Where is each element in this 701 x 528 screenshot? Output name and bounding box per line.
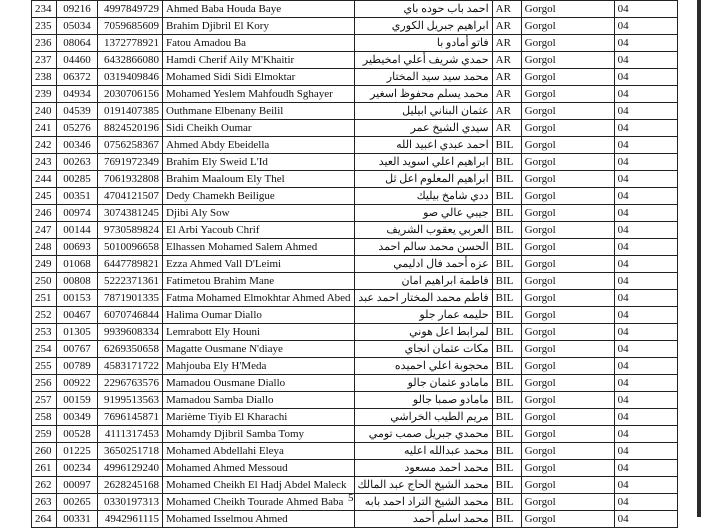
national-id-cell: 9730589824 (98, 222, 163, 239)
row-number-cell: 243 (32, 154, 57, 171)
national-id-cell: 6432866080 (98, 52, 163, 69)
name-latin-cell: Mohamed Isselmou Ahmed (163, 511, 355, 528)
row-number-cell: 236 (32, 35, 57, 52)
table-row (32, 120, 678, 137)
region-code-cell: 04 (614, 409, 677, 426)
region-code-cell: 04 (614, 154, 677, 171)
name-latin-cell: Fatimetou Brahim Mane (163, 273, 355, 290)
region-cell: Gorgol (521, 341, 614, 358)
language-track-cell: BIL (492, 511, 521, 528)
region-code-cell: 04 (614, 120, 677, 137)
name-arabic-cell: عزه أحمد فال ادليمي (354, 256, 492, 273)
region-cell: Gorgol (521, 392, 614, 409)
row-number-cell: 263 (32, 494, 57, 511)
table-row (32, 426, 678, 443)
row-number-cell: 235 (32, 18, 57, 35)
region-cell: Gorgol (521, 358, 614, 375)
region-cell: Gorgol (521, 205, 614, 222)
name-latin-cell: Elhassen Mohamed Salem Ahmed (163, 239, 355, 256)
national-id-cell: 7696145871 (98, 409, 163, 426)
row-number-cell: 238 (32, 69, 57, 86)
national-id-cell: 9199513563 (98, 392, 163, 409)
region-code-cell: 04 (614, 69, 677, 86)
region-code-cell: 04 (614, 103, 677, 120)
row-number-cell: 246 (32, 205, 57, 222)
language-track-cell: AR (492, 69, 521, 86)
national-id-cell: 0330197313 (98, 494, 163, 511)
row-number-cell: 234 (32, 1, 57, 18)
candidate-code-cell: 00808 (57, 273, 98, 290)
region-code-cell: 04 (614, 392, 677, 409)
region-code-cell: 04 (614, 137, 677, 154)
name-latin-cell: Mohamed Cheikh Tourade Ahmed Baba (163, 494, 355, 511)
national-id-cell: 0319409846 (98, 69, 163, 86)
national-id-cell: 9939608334 (98, 324, 163, 341)
region-code-cell: 04 (614, 324, 677, 341)
candidate-code-cell: 00153 (57, 290, 98, 307)
language-track-cell: BIL (492, 358, 521, 375)
table-row (32, 188, 678, 205)
candidate-code-cell: 00331 (57, 511, 98, 528)
name-arabic-cell: محمد سيد سيد المختار (354, 69, 492, 86)
region-code-cell: 04 (614, 205, 677, 222)
region-cell: Gorgol (521, 171, 614, 188)
candidate-code-cell: 00349 (57, 409, 98, 426)
name-arabic-cell: لمرابط اعل هوني (354, 324, 492, 341)
national-id-cell: 5010096658 (98, 239, 163, 256)
name-arabic-cell: ابراهيم المعلوم اعل ثل (354, 171, 492, 188)
row-number-cell: 261 (32, 460, 57, 477)
name-arabic-cell: جيبي عالي صو (354, 205, 492, 222)
region-cell: Gorgol (521, 460, 614, 477)
national-id-cell: 7059685609 (98, 18, 163, 35)
name-latin-cell: Mohamed Sidi Sidi Elmoktar (163, 69, 355, 86)
language-track-cell: BIL (492, 341, 521, 358)
name-latin-cell: Mohamed Abdellahi Eleya (163, 443, 355, 460)
row-number-cell: 241 (32, 120, 57, 137)
language-track-cell: AR (492, 35, 521, 52)
page-number: 5 (348, 492, 354, 504)
name-latin-cell: Marième Tiyib El Kharachi (163, 409, 355, 426)
row-number-cell: 249 (32, 256, 57, 273)
region-code-cell: 04 (614, 35, 677, 52)
national-id-cell: 7871901335 (98, 290, 163, 307)
name-arabic-cell: سيدي الشيخ عمر (354, 120, 492, 137)
row-number-cell: 255 (32, 358, 57, 375)
region-cell: Gorgol (521, 103, 614, 120)
table-row (32, 392, 678, 409)
candidate-code-cell: 01225 (57, 443, 98, 460)
candidate-code-cell: 00467 (57, 307, 98, 324)
table-row (32, 69, 678, 86)
region-cell: Gorgol (521, 154, 614, 171)
row-number-cell: 240 (32, 103, 57, 120)
language-track-cell: AR (492, 120, 521, 137)
region-code-cell: 04 (614, 443, 677, 460)
region-code-cell: 04 (614, 477, 677, 494)
region-code-cell: 04 (614, 222, 677, 239)
table-row (32, 324, 678, 341)
language-track-cell: BIL (492, 426, 521, 443)
national-id-cell: 1372778921 (98, 35, 163, 52)
row-number-cell: 244 (32, 171, 57, 188)
scan-edge (697, 0, 701, 517)
language-track-cell: BIL (492, 477, 521, 494)
name-latin-cell: Mamadou Samba Diallo (163, 392, 355, 409)
row-number-cell: 245 (32, 188, 57, 205)
row-number-cell: 262 (32, 477, 57, 494)
region-cell: Gorgol (521, 307, 614, 324)
name-arabic-cell: مامادو عثمان جالو (354, 375, 492, 392)
name-arabic-cell: عثمان البناني ابيليل (354, 103, 492, 120)
name-latin-cell: Hamdi Cherif Aily M'Khaitir (163, 52, 355, 69)
region-code-cell: 04 (614, 273, 677, 290)
name-latin-cell: Brahim Ely Sweid L'Id (163, 154, 355, 171)
row-number-cell: 253 (32, 324, 57, 341)
candidate-code-cell: 00346 (57, 137, 98, 154)
table-row (32, 18, 678, 35)
national-id-cell: 7691972349 (98, 154, 163, 171)
table-row (32, 154, 678, 171)
region-code-cell: 04 (614, 290, 677, 307)
language-track-cell: BIL (492, 307, 521, 324)
table-row (32, 256, 678, 273)
name-arabic-cell: محمد عبدالله اعليه (354, 443, 492, 460)
table-row (32, 35, 678, 52)
candidate-code-cell: 00789 (57, 358, 98, 375)
region-cell: Gorgol (521, 375, 614, 392)
candidate-code-cell: 01305 (57, 324, 98, 341)
language-track-cell: AR (492, 103, 521, 120)
name-arabic-cell: احمد عبدي اعبيد الله (354, 137, 492, 154)
language-track-cell: AR (492, 18, 521, 35)
name-latin-cell: Ezza Ahmed Vall D'Leimi (163, 256, 355, 273)
region-code-cell: 04 (614, 1, 677, 18)
row-number-cell: 251 (32, 290, 57, 307)
region-code-cell: 04 (614, 239, 677, 256)
name-arabic-cell: فاتو أمادو با (354, 35, 492, 52)
region-code-cell: 04 (614, 375, 677, 392)
region-cell: Gorgol (521, 477, 614, 494)
table-row (32, 137, 678, 154)
national-id-cell: 6070746844 (98, 307, 163, 324)
table-row (32, 409, 678, 426)
region-code-cell: 04 (614, 511, 677, 528)
candidate-code-cell: 05276 (57, 120, 98, 137)
row-number-cell: 258 (32, 409, 57, 426)
table-row (32, 239, 678, 256)
national-id-cell: 4997849729 (98, 1, 163, 18)
name-latin-cell: Mohamed Yeslem Mahfoudh Sghayer (163, 86, 355, 103)
table-row (32, 290, 678, 307)
name-arabic-cell: مامادو صمبا جالو (354, 392, 492, 409)
name-arabic-cell: فاطمة ابراهيم امان (354, 273, 492, 290)
candidate-code-cell: 00693 (57, 239, 98, 256)
language-track-cell: BIL (492, 256, 521, 273)
language-track-cell: AR (492, 1, 521, 18)
name-arabic-cell: حليمه عمار جلو (354, 307, 492, 324)
region-cell: Gorgol (521, 52, 614, 69)
candidate-code-cell: 00767 (57, 341, 98, 358)
national-id-cell: 3074381245 (98, 205, 163, 222)
table-row (32, 52, 678, 69)
region-cell: Gorgol (521, 1, 614, 18)
region-code-cell: 04 (614, 171, 677, 188)
name-latin-cell: Brahim Maaloum Ely Thel (163, 171, 355, 188)
region-cell: Gorgol (521, 494, 614, 511)
candidate-code-cell: 00159 (57, 392, 98, 409)
language-track-cell: AR (492, 52, 521, 69)
row-number-cell: 257 (32, 392, 57, 409)
table-row (32, 307, 678, 324)
region-cell: Gorgol (521, 290, 614, 307)
table-row (32, 103, 678, 120)
region-cell: Gorgol (521, 511, 614, 528)
candidate-code-cell: 09216 (57, 1, 98, 18)
national-id-cell: 7061932808 (98, 171, 163, 188)
language-track-cell: BIL (492, 188, 521, 205)
language-track-cell: BIL (492, 222, 521, 239)
region-code-cell: 04 (614, 86, 677, 103)
row-number-cell: 256 (32, 375, 57, 392)
region-code-cell: 04 (614, 358, 677, 375)
row-number-cell: 248 (32, 239, 57, 256)
region-code-cell: 04 (614, 188, 677, 205)
language-track-cell: BIL (492, 460, 521, 477)
language-track-cell: BIL (492, 324, 521, 341)
name-arabic-cell: محمد الشيخ التراد احمد بابه (354, 494, 492, 511)
candidate-code-cell: 00351 (57, 188, 98, 205)
region-cell: Gorgol (521, 256, 614, 273)
name-arabic-cell: الحسن محمد سالم احمد (354, 239, 492, 256)
candidate-code-cell: 04539 (57, 103, 98, 120)
region-code-cell: 04 (614, 256, 677, 273)
national-id-cell: 5222371361 (98, 273, 163, 290)
language-track-cell: BIL (492, 494, 521, 511)
candidate-code-cell: 00234 (57, 460, 98, 477)
name-latin-cell: Mohamed Cheikh El Hadj Abdel Maleck (163, 477, 355, 494)
region-cell: Gorgol (521, 409, 614, 426)
name-arabic-cell: محمد الشيخ الحاج عبد المالك (354, 477, 492, 494)
name-arabic-cell: احمد باب حوده باي (354, 1, 492, 18)
name-latin-cell: Mohamed Ahmed Messoud (163, 460, 355, 477)
candidate-code-cell: 01068 (57, 256, 98, 273)
name-latin-cell: Mamadou Ousmane Diallo (163, 375, 355, 392)
name-arabic-cell: محمد احمد مسعود (354, 460, 492, 477)
name-latin-cell: Sidi Cheikh Oumar (163, 120, 355, 137)
language-track-cell: BIL (492, 392, 521, 409)
table-row (32, 273, 678, 290)
candidate-code-cell: 00265 (57, 494, 98, 511)
name-arabic-cell: مكات عثمان انجاي (354, 341, 492, 358)
name-arabic-cell: محمدي جبريل صمب تومي (354, 426, 492, 443)
region-cell: Gorgol (521, 35, 614, 52)
region-cell: Gorgol (521, 137, 614, 154)
candidate-code-cell: 00922 (57, 375, 98, 392)
name-latin-cell: Dedy Chamekh Beiligue (163, 188, 355, 205)
language-track-cell: BIL (492, 239, 521, 256)
national-id-cell: 2030706156 (98, 86, 163, 103)
region-cell: Gorgol (521, 69, 614, 86)
language-track-cell: BIL (492, 273, 521, 290)
table-row (32, 477, 678, 494)
row-number-cell: 252 (32, 307, 57, 324)
national-id-cell: 0756258367 (98, 137, 163, 154)
candidate-code-cell: 00144 (57, 222, 98, 239)
table-row (32, 1, 678, 18)
name-latin-cell: Mahjouba Ely H'Meda (163, 358, 355, 375)
region-code-cell: 04 (614, 460, 677, 477)
name-latin-cell: Fatma Mohamed Elmokhtar Ahmed Abed (163, 290, 355, 307)
name-arabic-cell: محجوبة اعلي احميده (354, 358, 492, 375)
row-number-cell: 250 (32, 273, 57, 290)
name-latin-cell: Brahim Djibril El Kory (163, 18, 355, 35)
table-row (32, 171, 678, 188)
national-id-cell: 4704121507 (98, 188, 163, 205)
language-track-cell: BIL (492, 171, 521, 188)
name-latin-cell: Lemrabott Ely Houni (163, 324, 355, 341)
table-row (32, 341, 678, 358)
name-arabic-cell: ابراهيم اعلي اسويد العيد (354, 154, 492, 171)
candidate-code-cell: 06372 (57, 69, 98, 86)
candidate-code-cell: 04934 (57, 86, 98, 103)
region-cell: Gorgol (521, 86, 614, 103)
row-number-cell: 239 (32, 86, 57, 103)
region-code-cell: 04 (614, 18, 677, 35)
national-id-cell: 6269350658 (98, 341, 163, 358)
national-id-cell: 0191407385 (98, 103, 163, 120)
table-row (32, 443, 678, 460)
name-arabic-cell: العربي يعقوب الشريف (354, 222, 492, 239)
region-code-cell: 04 (614, 494, 677, 511)
name-arabic-cell: ددي شامخ بيليك (354, 188, 492, 205)
candidate-code-cell: 00263 (57, 154, 98, 171)
name-latin-cell: Outhmane Elbenany Beilil (163, 103, 355, 120)
table-row (32, 358, 678, 375)
name-arabic-cell: ابراهيم جبريل الكوري (354, 18, 492, 35)
language-track-cell: BIL (492, 443, 521, 460)
national-id-cell: 3650251718 (98, 443, 163, 460)
region-code-cell: 04 (614, 426, 677, 443)
candidate-code-cell: 05034 (57, 18, 98, 35)
national-id-cell: 2296763576 (98, 375, 163, 392)
national-id-cell: 4583171722 (98, 358, 163, 375)
name-latin-cell: Halima Oumar Diallo (163, 307, 355, 324)
region-cell: Gorgol (521, 222, 614, 239)
table-row (32, 511, 678, 528)
name-arabic-cell: مريم الطيب الخراشي (354, 409, 492, 426)
region-cell: Gorgol (521, 273, 614, 290)
row-number-cell: 247 (32, 222, 57, 239)
table-row (32, 205, 678, 222)
candidate-table (31, 0, 678, 528)
name-latin-cell: Djibi Aly Sow (163, 205, 355, 222)
candidate-code-cell: 00528 (57, 426, 98, 443)
table-row (32, 375, 678, 392)
candidate-table-body (32, 1, 678, 528)
name-arabic-cell: محمد اسلم أحمد (354, 511, 492, 528)
national-id-cell: 2628245168 (98, 477, 163, 494)
candidate-code-cell: 00285 (57, 171, 98, 188)
national-id-cell: 4942961115 (98, 511, 163, 528)
national-id-cell: 6447789821 (98, 256, 163, 273)
candidate-code-cell: 00974 (57, 205, 98, 222)
candidate-code-cell: 08064 (57, 35, 98, 52)
table-row (32, 494, 678, 511)
region-cell: Gorgol (521, 239, 614, 256)
name-latin-cell: El Arbi Yacoub Chrif (163, 222, 355, 239)
table-row (32, 222, 678, 239)
candidate-code-cell: 00097 (57, 477, 98, 494)
row-number-cell: 254 (32, 341, 57, 358)
national-id-cell: 4111317453 (98, 426, 163, 443)
language-track-cell: AR (492, 86, 521, 103)
region-code-cell: 04 (614, 341, 677, 358)
row-number-cell: 242 (32, 137, 57, 154)
name-arabic-cell: محمد يسلم محفوظ اسغير (354, 86, 492, 103)
name-latin-cell: Fatou Amadou Ba (163, 35, 355, 52)
region-code-cell: 04 (614, 52, 677, 69)
name-latin-cell: Mohamdy Djibril Samba Tomy (163, 426, 355, 443)
language-track-cell: BIL (492, 137, 521, 154)
national-id-cell: 4996129240 (98, 460, 163, 477)
name-arabic-cell: فاطم محمد المختار احمد عبد (354, 290, 492, 307)
language-track-cell: BIL (492, 375, 521, 392)
language-track-cell: BIL (492, 205, 521, 222)
table-row (32, 460, 678, 477)
language-track-cell: BIL (492, 154, 521, 171)
row-number-cell: 264 (32, 511, 57, 528)
name-latin-cell: Magatte Ousmane N'diaye (163, 341, 355, 358)
national-id-cell: 8824520196 (98, 120, 163, 137)
region-cell: Gorgol (521, 324, 614, 341)
candidate-code-cell: 04460 (57, 52, 98, 69)
name-latin-cell: Ahmed Abdy Ebeidella (163, 137, 355, 154)
name-arabic-cell: حمدي شريف أعلي امخيطير (354, 52, 492, 69)
name-latin-cell: Ahmed Baba Houda Baye (163, 1, 355, 18)
region-cell: Gorgol (521, 120, 614, 137)
region-code-cell: 04 (614, 307, 677, 324)
region-cell: Gorgol (521, 18, 614, 35)
region-cell: Gorgol (521, 426, 614, 443)
language-track-cell: BIL (492, 409, 521, 426)
row-number-cell: 260 (32, 443, 57, 460)
region-cell: Gorgol (521, 188, 614, 205)
table-row (32, 86, 678, 103)
row-number-cell: 237 (32, 52, 57, 69)
region-cell: Gorgol (521, 443, 614, 460)
language-track-cell: BIL (492, 290, 521, 307)
row-number-cell: 259 (32, 426, 57, 443)
